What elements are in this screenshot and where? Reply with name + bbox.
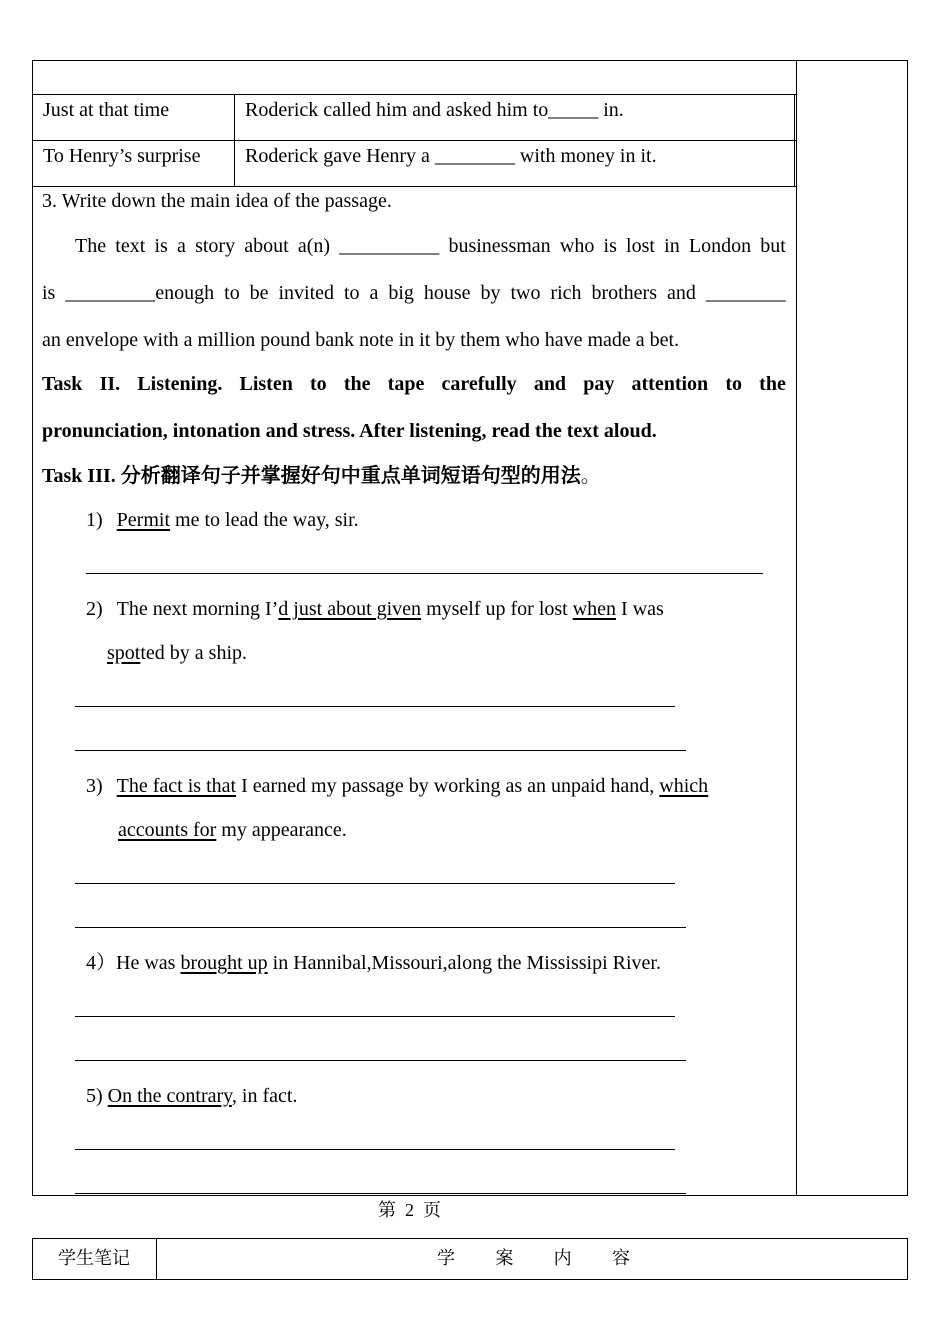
word: tape <box>387 373 425 395</box>
sentence-2-text-4: ted by a ship. <box>140 642 247 664</box>
answer-line-4b[interactable] <box>75 1060 686 1061</box>
word: by <box>480 282 501 304</box>
content-label-char-1: 学 <box>437 1248 455 1269</box>
task2-line-1 <box>42 374 786 394</box>
sentence-1-text: me to lead the way, sir. <box>170 509 359 531</box>
table-line-3 <box>32 186 796 187</box>
q3-line-1 <box>75 236 786 256</box>
word: is <box>42 282 56 304</box>
word: ________ <box>705 282 786 304</box>
frame-left <box>32 60 33 1196</box>
word: pay <box>583 373 615 395</box>
word: __________ <box>339 235 440 257</box>
table-col-line <box>234 94 235 186</box>
sentence-2-key-spot: spot <box>107 642 141 664</box>
word: Listening. <box>137 373 223 395</box>
page-number: 第 2 页 <box>378 1200 441 1220</box>
q3-heading: 3. Write down the main idea of the passage. <box>42 190 392 212</box>
word: about <box>244 235 289 257</box>
word: to <box>344 282 360 304</box>
sentence-2-text-2: myself up for lost <box>421 598 573 620</box>
word: invited <box>278 282 335 304</box>
word: house <box>423 282 471 304</box>
frame-right <box>907 60 908 1196</box>
word: a <box>177 235 186 257</box>
sentence-2-text-3: I was <box>616 598 664 620</box>
table-row-1-content: Roderick called him and asked him to_____ in. <box>245 99 624 121</box>
frame-divider <box>796 60 797 1196</box>
sentence-3-key-which: which <box>659 775 709 797</box>
answer-line-3b[interactable] <box>75 927 686 928</box>
table-row-1-label: Just at that time <box>43 99 170 121</box>
table-line-1 <box>32 94 796 95</box>
frame-bottom <box>32 1195 908 1196</box>
sentence-4-text-2: in Hannibal,Missouri,along the Mississipi River. <box>267 952 661 974</box>
word: London <box>688 235 752 257</box>
answer-line-3a[interactable] <box>75 883 675 884</box>
frame-top <box>32 60 908 61</box>
bottom-header-divider <box>156 1238 157 1280</box>
sentence-3-key-accounts: accounts for <box>118 819 217 841</box>
word: and <box>666 282 696 304</box>
table-line-2 <box>32 140 796 141</box>
sentence-1-number: 1) <box>86 509 103 531</box>
word: carefully <box>441 373 517 395</box>
task3-title-cn: 分析翻译句子并掌握好句中重点单词短语句型的用法 <box>120 463 581 487</box>
task2-line-2: pronunciation, intonation and stress. After listening, read the text aloud. <box>42 420 657 442</box>
answer-line-2a[interactable] <box>75 706 675 707</box>
sentence-2-line-2 <box>107 643 247 663</box>
task3-title <box>42 465 601 486</box>
word: is <box>154 235 168 257</box>
content-label-char-2: 案 <box>495 1248 514 1269</box>
word: attention <box>631 373 709 395</box>
table-row-2-label: To Henry’s surprise <box>43 145 201 167</box>
sentence-5-number: 5) <box>86 1085 108 1107</box>
answer-line-5b[interactable] <box>75 1193 686 1194</box>
task3-title-end: 。 <box>580 463 601 487</box>
word: brothers <box>591 282 657 304</box>
sentence-3-line-1 <box>86 776 708 796</box>
answer-line-2b[interactable] <box>75 750 686 751</box>
sentence-2-number: 2) <box>86 598 103 620</box>
sentence-2-text-1: The next morning I’ <box>116 598 279 620</box>
word: The <box>75 235 107 257</box>
word: the <box>343 373 371 395</box>
word: to <box>224 282 240 304</box>
word: two <box>510 282 541 304</box>
sentence-3-line-2 <box>118 820 347 840</box>
word: big <box>388 282 414 304</box>
answer-line-1[interactable] <box>86 573 763 574</box>
sentence-3-text-2: my appearance. <box>216 819 347 841</box>
word: text <box>115 235 146 257</box>
word: and <box>533 373 567 395</box>
sentence-4-key-brought-up: brought up <box>180 952 268 974</box>
sentence-3-text-1: I earned my passage by working as an unpaid hand, <box>236 775 660 797</box>
word: the <box>759 373 786 395</box>
word: II. <box>99 373 121 395</box>
sentence-4-number: 4） <box>86 952 116 974</box>
sentence-5-text: , in fact. <box>231 1085 298 1107</box>
word: a(n) <box>297 235 331 257</box>
word: is <box>603 235 617 257</box>
table-right-line <box>794 94 795 186</box>
task3-title-en: Task III. <box>42 465 121 487</box>
sentence-4-text-1: He was <box>116 952 181 974</box>
answer-line-5a[interactable] <box>75 1149 675 1150</box>
word: to <box>310 373 327 395</box>
word: in <box>664 235 680 257</box>
word: story <box>195 235 236 257</box>
sentence-2-line-1 <box>86 599 664 619</box>
word: Listen <box>239 373 293 395</box>
word: lost <box>626 235 655 257</box>
word: be <box>249 282 269 304</box>
word: businessman <box>448 235 551 257</box>
sentence-3-key-fact: The fact is that <box>116 775 237 797</box>
word: a <box>369 282 379 304</box>
word: to <box>725 373 742 395</box>
sentence-1-key-permit: Permit <box>116 509 171 531</box>
word: but <box>760 235 786 257</box>
word: who <box>559 235 595 257</box>
sentence-2-key-when: when <box>572 598 617 620</box>
sentence-3-number: 3) <box>86 775 103 797</box>
notes-label: 学生笔记 <box>58 1248 130 1269</box>
word: _________enough <box>65 282 215 304</box>
q3-line-3: an envelope with a million pound bank note in it by them who have made a bet. <box>42 329 680 351</box>
q3-line-2 <box>42 283 786 303</box>
sentence-5 <box>86 1086 297 1106</box>
table-row-2-content: Roderick gave Henry a ________ with money in it. <box>245 145 657 167</box>
sentence-2-key-given: d just about given <box>278 598 422 620</box>
answer-line-4a[interactable] <box>75 1016 675 1017</box>
word: Task <box>42 373 83 395</box>
content-label-char-3: 内 <box>553 1248 572 1269</box>
sentence-4 <box>86 953 661 973</box>
content-label <box>437 1250 630 1268</box>
sentence-5-key-contrary: On the contrary <box>107 1085 232 1107</box>
sentence-1 <box>86 510 359 530</box>
content-label-char-4: 容 <box>611 1248 630 1269</box>
word: rich <box>550 282 582 304</box>
